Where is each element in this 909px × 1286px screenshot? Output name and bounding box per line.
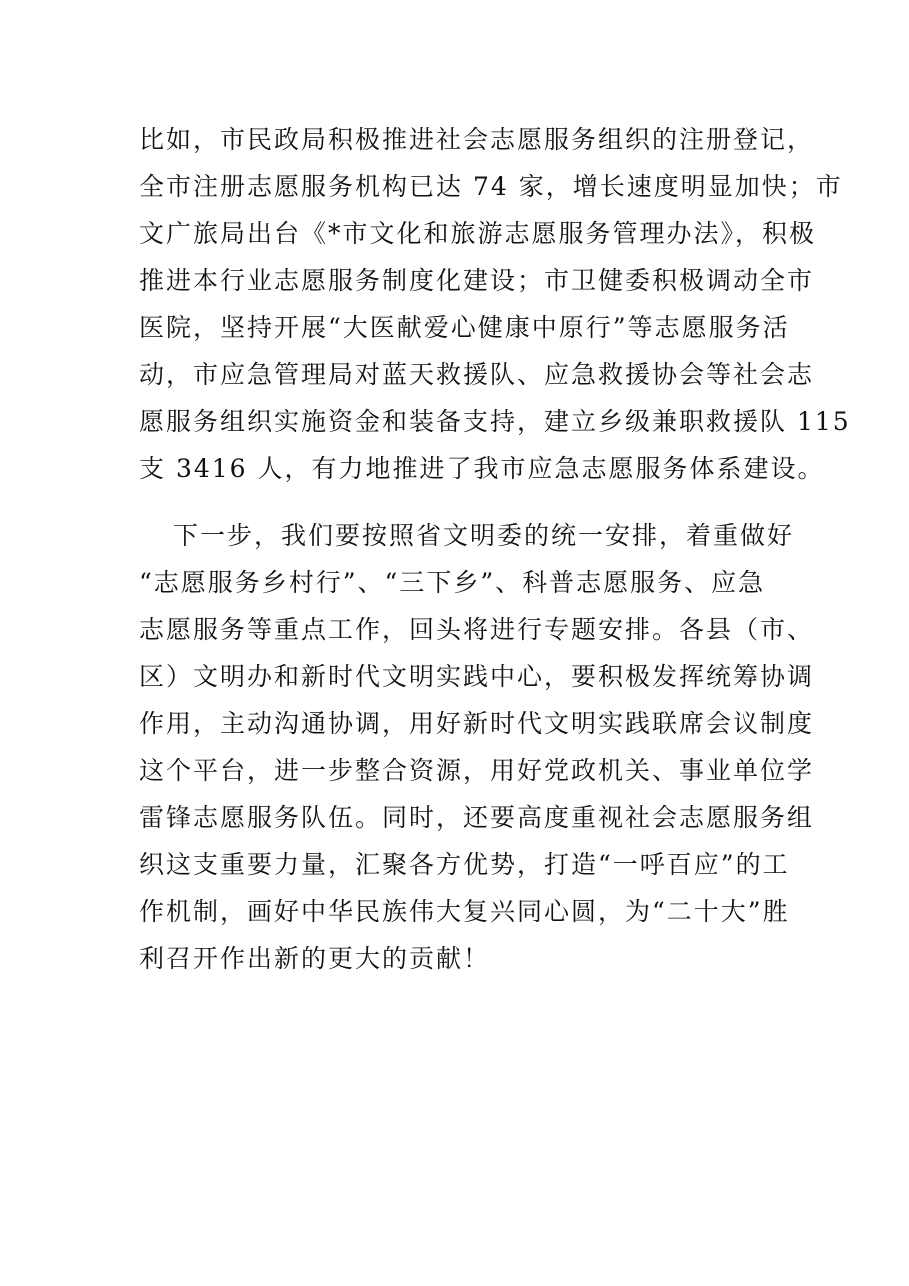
- paragraph-line: 医院，坚持开展“大医献爱心健康中原行”等志愿服务活: [139, 313, 790, 342]
- document-body: [139, 116, 851, 982]
- paragraph-line: 区）文明办和新时代文明实践中心，要积极发挥统筹协调: [139, 662, 815, 691]
- paragraph-line: 这个平台，进一步整合资源，用好党政机关、事业单位学: [139, 756, 815, 785]
- paragraph-line: 利召开作出新的更大的贡献！: [139, 944, 491, 973]
- paragraph-line: 下一步，我们要按照省文明委的统一安排，着重做好: [173, 521, 795, 550]
- paragraph-line: 动，市应急管理局对蓝天救援队、应急救援协会等社会志: [139, 360, 815, 389]
- paragraph-1: [139, 116, 851, 492]
- paragraph-line: 全市注册志愿服务机构已达 74 家，增长速度明显加快；市: [139, 172, 843, 201]
- paragraph-line: 雷锋志愿服务队伍。同时，还要高度重视社会志愿服务组: [139, 803, 815, 832]
- paragraph-line: 作用，主动沟通协调，用好新时代文明实践联席会议制度: [139, 709, 815, 738]
- paragraph-2: [139, 512, 815, 982]
- paragraph-line: 支 3416 人，有力地推进了我市应急志愿服务体系建设。: [139, 454, 825, 483]
- paragraph-spacer: [139, 492, 779, 512]
- paragraph-line: 织这支重要力量，汇聚各方优势，打造“一呼百应”的工: [139, 850, 790, 879]
- paragraph-line: 作机制，画好中华民族伟大复兴同心圆，为“二十大”胜: [139, 897, 790, 926]
- paragraph-line: 志愿服务等重点工作，回头将进行专题安排。各县（市、: [139, 615, 815, 644]
- paragraph-line: 文广旅局出台《*市文化和旅游志愿服务管理办法》，积极: [139, 219, 817, 248]
- paragraph-line: 愿服务组织实施资金和装备支持，建立乡级兼职救援队 115: [139, 407, 851, 436]
- paragraph-line: 比如，市民政局积极推进社会志愿服务组织的注册登记，: [139, 125, 815, 154]
- paragraph-line: “志愿服务乡村行”、“三下乡”、科普志愿服务、应急: [139, 568, 766, 597]
- paragraph-line: 推进本行业志愿服务制度化建设；市卫健委积极调动全市: [139, 266, 815, 295]
